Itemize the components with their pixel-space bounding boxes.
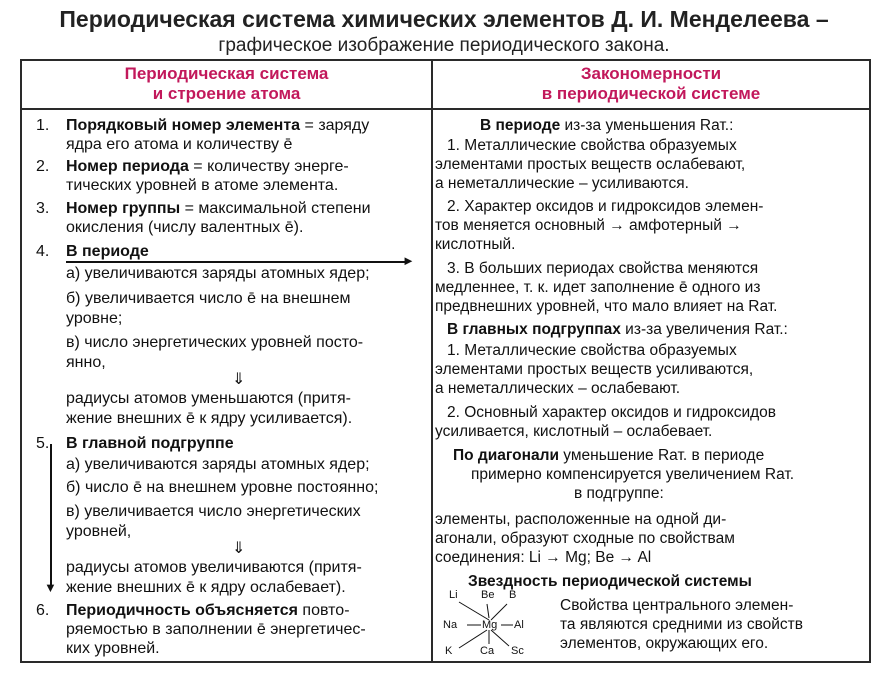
item-number: 2. <box>36 158 50 175</box>
left-header-line: Периодическая система <box>124 64 329 83</box>
item-1-bold: Порядковый номер элемента <box>66 117 301 134</box>
item-2-line: тических уровней в атоме элемента. <box>66 177 339 194</box>
item-3-rest: = максимальной степени <box>180 200 371 217</box>
page-title: Периодическая система химических элементов Д. И. Менделеева – <box>59 6 829 32</box>
item-6-rest: повто- <box>297 602 350 619</box>
left-header-line: и строение атома <box>152 84 301 103</box>
star-description: элементов, окружающих его. <box>560 635 769 652</box>
item-4-b: б) увеличивается число ē на внешнем <box>66 290 351 307</box>
diagonal-heading-bold: По диагонали <box>453 447 559 464</box>
subgroup-item-1-line: а неметаллических – ослабевают. <box>435 380 681 397</box>
item-number: 4. <box>36 243 50 260</box>
header-divider <box>20 108 871 110</box>
element-li: Li <box>449 589 458 601</box>
element-sc: Sc <box>511 645 524 657</box>
star-description: Свойства центрального элемен- <box>560 597 794 614</box>
star-description: та являются средними из свойств <box>560 616 803 633</box>
item-5-c-line: уровней, <box>66 523 132 540</box>
right-column-header <box>433 64 869 104</box>
period-item-2-line: кислотный. <box>435 236 516 253</box>
down-arrow-icon: ⇓ <box>232 371 246 388</box>
period-item-1-line: элементами простых веществ ослабевают, <box>435 156 746 173</box>
item-2 <box>66 157 349 176</box>
period-item-1: 1. Металлические свойства образуемых <box>447 137 737 154</box>
period-item-3-line: предвнешних уровней, что мало влияет на Rат. <box>435 298 778 315</box>
item-1-line: ядра его атома и количеству ē <box>66 136 293 153</box>
period-item-3: 3. В больших периодах свойства меняются <box>447 260 759 277</box>
item-4-b-line: уровне; <box>66 310 123 327</box>
left-column-header <box>22 64 431 104</box>
item-6-bold: Периодичность объясняется <box>66 602 298 619</box>
item-6-line: ких уровней. <box>66 640 160 657</box>
star-heading: Звездность периодической системы <box>468 573 752 590</box>
star-arrow <box>487 604 489 618</box>
column-divider <box>431 59 433 663</box>
item-number: 3. <box>36 200 50 217</box>
item-4-c-line: янно, <box>66 354 106 371</box>
element-na: Na <box>443 619 458 631</box>
period-item-2: 2. Характер оксидов и гидроксидов элемен- <box>447 198 764 215</box>
item-2-rest: = количеству энерге- <box>188 158 349 175</box>
item-5-r: радиусы атомов увеличиваются (притя- <box>66 559 362 576</box>
period-heading <box>480 116 733 135</box>
arrow-right-icon: ► <box>402 253 415 268</box>
diagonal-heading <box>453 446 764 465</box>
period-arrow-line <box>66 261 406 263</box>
item-4-r: радиусы атомов уменьшаются (притя- <box>66 390 351 407</box>
diagonal-line: соединения: Li → Mg; Be → Al <box>435 549 652 566</box>
element-al: Al <box>514 619 524 631</box>
item-6 <box>66 601 350 620</box>
item-number: 5. <box>36 435 50 452</box>
subgroup-heading-rest: из-за увеличения Rат.: <box>620 321 788 338</box>
diagonal-heading-rest: уменьшение Rат. в периоде <box>558 447 765 464</box>
element-ca: Ca <box>480 645 495 657</box>
star-arrow <box>491 630 509 646</box>
item-4-a: а) увеличиваются заряды атомных ядер; <box>66 265 370 282</box>
element-k: K <box>445 645 453 657</box>
item-5-c: в) увеличивается число энергетических <box>66 503 361 520</box>
diagonal-line: агонали, образуют сходные по свойствам <box>435 530 735 547</box>
item-5-r-line: жение внешних ē к ядру ослабевает). <box>66 579 346 596</box>
star-arrow <box>459 602 489 620</box>
item-number: 1. <box>36 117 50 134</box>
subgroup-item-1-line: элементами простых веществ усиливаются, <box>435 361 754 378</box>
item-4-bold: В периоде <box>66 243 149 260</box>
item-4-r-line: жение внешних ē к ядру усиливается). <box>66 410 353 427</box>
diagonal-line: элементы, расположенные на одной ди- <box>435 511 727 528</box>
item-3-line: окисления (числу валентных ē). <box>66 219 304 236</box>
item-1-rest: = заряду <box>300 117 370 134</box>
subgroup-arrow-line <box>50 444 52 586</box>
subgroup-item-2: 2. Основный характер оксидов и гидроксидов <box>447 404 776 421</box>
item-5-b: б) число ē на внешнем уровне постоянно; <box>66 479 379 496</box>
item-5-bold: В главной подгруппе <box>66 435 234 452</box>
diagonal-line: в подгруппе: <box>574 485 664 502</box>
period-item-3-line: медленнее, т. к. идет заполнение ē одного из <box>435 279 761 296</box>
item-3-bold: Номер группы <box>66 200 181 217</box>
element-b: B <box>509 589 517 601</box>
diagonal-line: примерно компенсируется увеличением Rат. <box>471 466 795 483</box>
subgroup-heading-bold: В главных подгруппах <box>447 321 621 338</box>
star-arrow <box>491 604 507 620</box>
element-be: Be <box>481 589 495 601</box>
item-5-a: а) увеличиваются заряды атомных ядер; <box>66 456 370 473</box>
item-6-line: ряемостью в заполнении ē энергетичес- <box>66 621 366 638</box>
item-2-bold: Номер периода <box>66 158 189 175</box>
element-mg: Mg <box>482 619 498 631</box>
down-arrow-icon: ⇓ <box>232 540 246 557</box>
right-header-line: в периодической системе <box>541 84 761 103</box>
page-subtitle: графическое изображение периодического закона. <box>218 35 670 56</box>
subgroup-heading <box>447 320 788 339</box>
right-header-line: Закономерности <box>580 64 722 83</box>
period-item-1-line: а неметаллические – усиливаются. <box>435 175 689 192</box>
arrow-down-icon: ▼ <box>44 580 57 595</box>
item-3 <box>66 199 371 218</box>
period-heading-rest: из-за уменьшения Rат.: <box>560 117 734 134</box>
item-4-c: в) число энергетических уровней посто- <box>66 334 364 351</box>
item-1 <box>66 116 369 135</box>
item-number: 6. <box>36 602 50 619</box>
subgroup-item-1: 1. Металлические свойства образуемых <box>447 342 737 359</box>
period-heading-bold: В периоде <box>480 117 561 134</box>
subgroup-item-2-line: усиливается, кислотный – ослабевает. <box>435 423 713 440</box>
period-item-2-line: тов меняется основный → амфотерный → <box>435 217 742 234</box>
